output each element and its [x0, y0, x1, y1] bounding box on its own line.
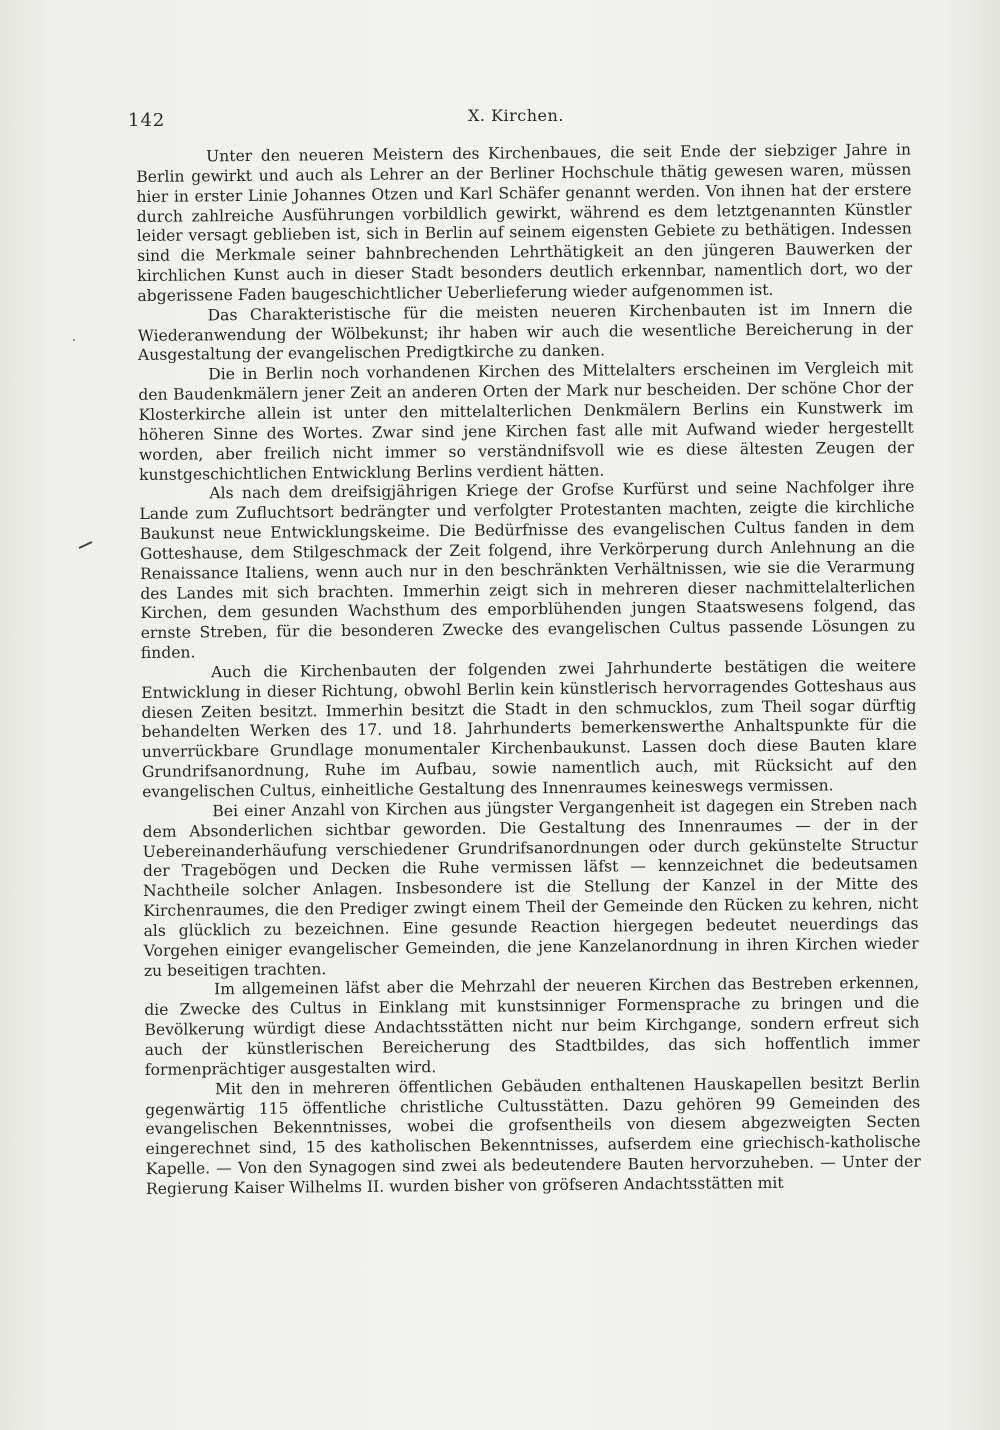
- paragraph: Das Charakteristische für die meisten neueren Kirchenbauten ist im Innern die Wiederanwendung der Wölbekunst; ihr haben wir auch die wesentliche Bereicherung in der Ausgestaltung der evangelischen Predigtkirche zu danken.: [137, 299, 913, 365]
- paragraph: Unter den neueren Meistern des Kirchenbaues, die seit Ende der siebziger Jahre in Berlin gewirkt und auch als Lehrer an der Berliner Hochschule thätig gewesen waren, müssen hier in erster Linie Johannes Otzen und Karl Schäfer genannt werden. Von ihnen hat der erstere durch zahlreiche Ausführungen vorbildlich gewirkt, während es dem letztgenannten Künstler leider versagt geblieben ist, sich in Berlin auf seinem eigensten Gebiete zu bethätigen. Indessen sind die Merkmale seiner bahnbrechenden Lehrthätigkeit an den jüngeren Bauwerken der kirchlichen Kunst auch in dieser Stadt besonders deutlich erkennbar, namentlich dort, wo der abgerissene Faden baugeschichtlicher Ueberlieferung wieder aufgenommen ist.: [136, 140, 913, 305]
- running-header: [128, 106, 908, 130]
- paragraph: Mit den in mehreren öffentlichen Gebäuden enthaltenen Hauskapellen besitzt Berlin gegenwärtig 115 öffentliche christliche Cultusstätten. Dazu gehören 99 Gemeinden des evangelischen Bekenntnisses, wobei die grofsentheils von diesem abgezweigten Secten eingerechnet sind, 15 des katholischen Bekenntnisses, aufserdem eine griechisch-katholische Kapelle. — Von den Synagogen sind zwei als bedeutendere Bauten hervorzuheben. — Unter der Regierung Kaiser Wilhelms II. wurden bisher von gröfseren Andachtsstätten mit: [145, 1073, 921, 1198]
- paragraph: Die in Berlin noch vorhandenen Kirchen des Mittelalters erscheinen im Vergleich mit den Baudenkmälern jener Zeit an anderen Orten der Mark nur bescheiden. Der schöne Chor der Klosterkirche allein ist unter den mittelalterlichen Denkmälern Berlins ein Kunstwerk im höheren Sinne des Wortes. Zwar sind jene Kirchen fast alle mit Aufwand wieder hergestellt worden, aber freilich nicht immer so verständnifsvoll wie es diese ältesten Zeugen der kunstgeschichtlichen Entwicklung Berlins verdient hätten.: [138, 358, 914, 484]
- paragraph: Im allgemeinen läfst aber die Mehrzahl der neueren Kirchen das Bestreben erkennen, die Zwecke des Cultus in Einklang mit kunstsinniger Formensprache zu bringen und die Bevölkerung würdigt diese Andachtsstätten nicht nur beim Kirchgange, sondern erfreut sich auch der künstlerischen Bereicherung des Stadtbildes, das sich hoffentlich immer formenprächtiger ausgestalten wird.: [144, 973, 920, 1079]
- paragraph: Bei einer Anzahl von Kirchen aus jüngster Vergangenheit ist dagegen ein Streben nach dem Absonderlichen sichtbar geworden. Die Gestaltung des Innenraumes — der in der Uebereinanderhäufung verschiedener Grundrifsanordnungen oder durch gekünstelte Structur der Tragebögen und Decken die Ruhe vermissen läfst — kennzeichnet die bedeutsamen Nachtheile solcher Anlagen. Insbesondere ist die Stellung der Kanzel in der Mitte des Kirchenraumes, die den Prediger zwingt einem Theil der Gemeinde den Rücken zu kehren, nicht als glücklich zu bezeichnen. Eine gesunde Reaction hiergegen bedeutet neuerdings das Vorgehen einiger evangelischer Gemeinden, die jene Kanzelanordnung in ihren Kirchen wieder zu beseitigen trachten.: [142, 795, 919, 980]
- paragraph: Als nach dem dreifsigjährigen Kriege der Grofse Kurfürst und seine Nachfolger ihre Lande zum Zufluchtsort bedrängter und verfolgter Protestanten machten, zeigte die kirchliche Baukunst neue Entwicklungskeime. Die Bedürfnisse des evangelischen Cultus fanden in dem Gotteshause, dem Stilgeschmack der Zeit folgend, ihre Verkörperung durch Anlehnung an die Renaissance Italiens, wenn auch nur in den beschränkten Verhältnissen, wie sie die Verarmung des Landes mit sich brachten. Immerhin zeigt sich in mehreren dieser nachmittelalterlichen Kirchen, dem gesunden Wachsthum des emporblühenden jungen Staatswesens folgend, das ernste Streben, für die besonderen Zwecke des evangelischen Cultus passende Lösungen zu finden.: [139, 477, 916, 663]
- body-text: [136, 141, 921, 1200]
- scan-mark: [78, 540, 94, 550]
- page-number: 142: [128, 110, 166, 131]
- chapter-title: X. Kirchen.: [468, 106, 564, 125]
- scan-dot: [72, 338, 76, 342]
- paragraph: Auch die Kirchenbauten der folgenden zwei Jahrhunderte bestätigen die weitere Entwicklung in dieser Richtung, obwohl Berlin kein künstlerisch hervorragendes Gotteshaus aus diesen Zeiten besitzt. Immerhin besitzt die Stadt in den schmucklos, zum Theil sogar dürftig behandelten Werken des 17. und 18. Jahrhunderts bemerkenswerthe Anhaltspunkte für die unverrückbare Grundlage monumentaler Kirchenbaukunst. Lassen doch diese Bauten klare Grundrifsanordnung, Ruhe im Aufbau, sowie namentlich auch, mit Rücksicht auf den evangelischen Cultus, einheitliche Gestaltung des Innenraumes keineswegs vermissen.: [141, 656, 918, 801]
